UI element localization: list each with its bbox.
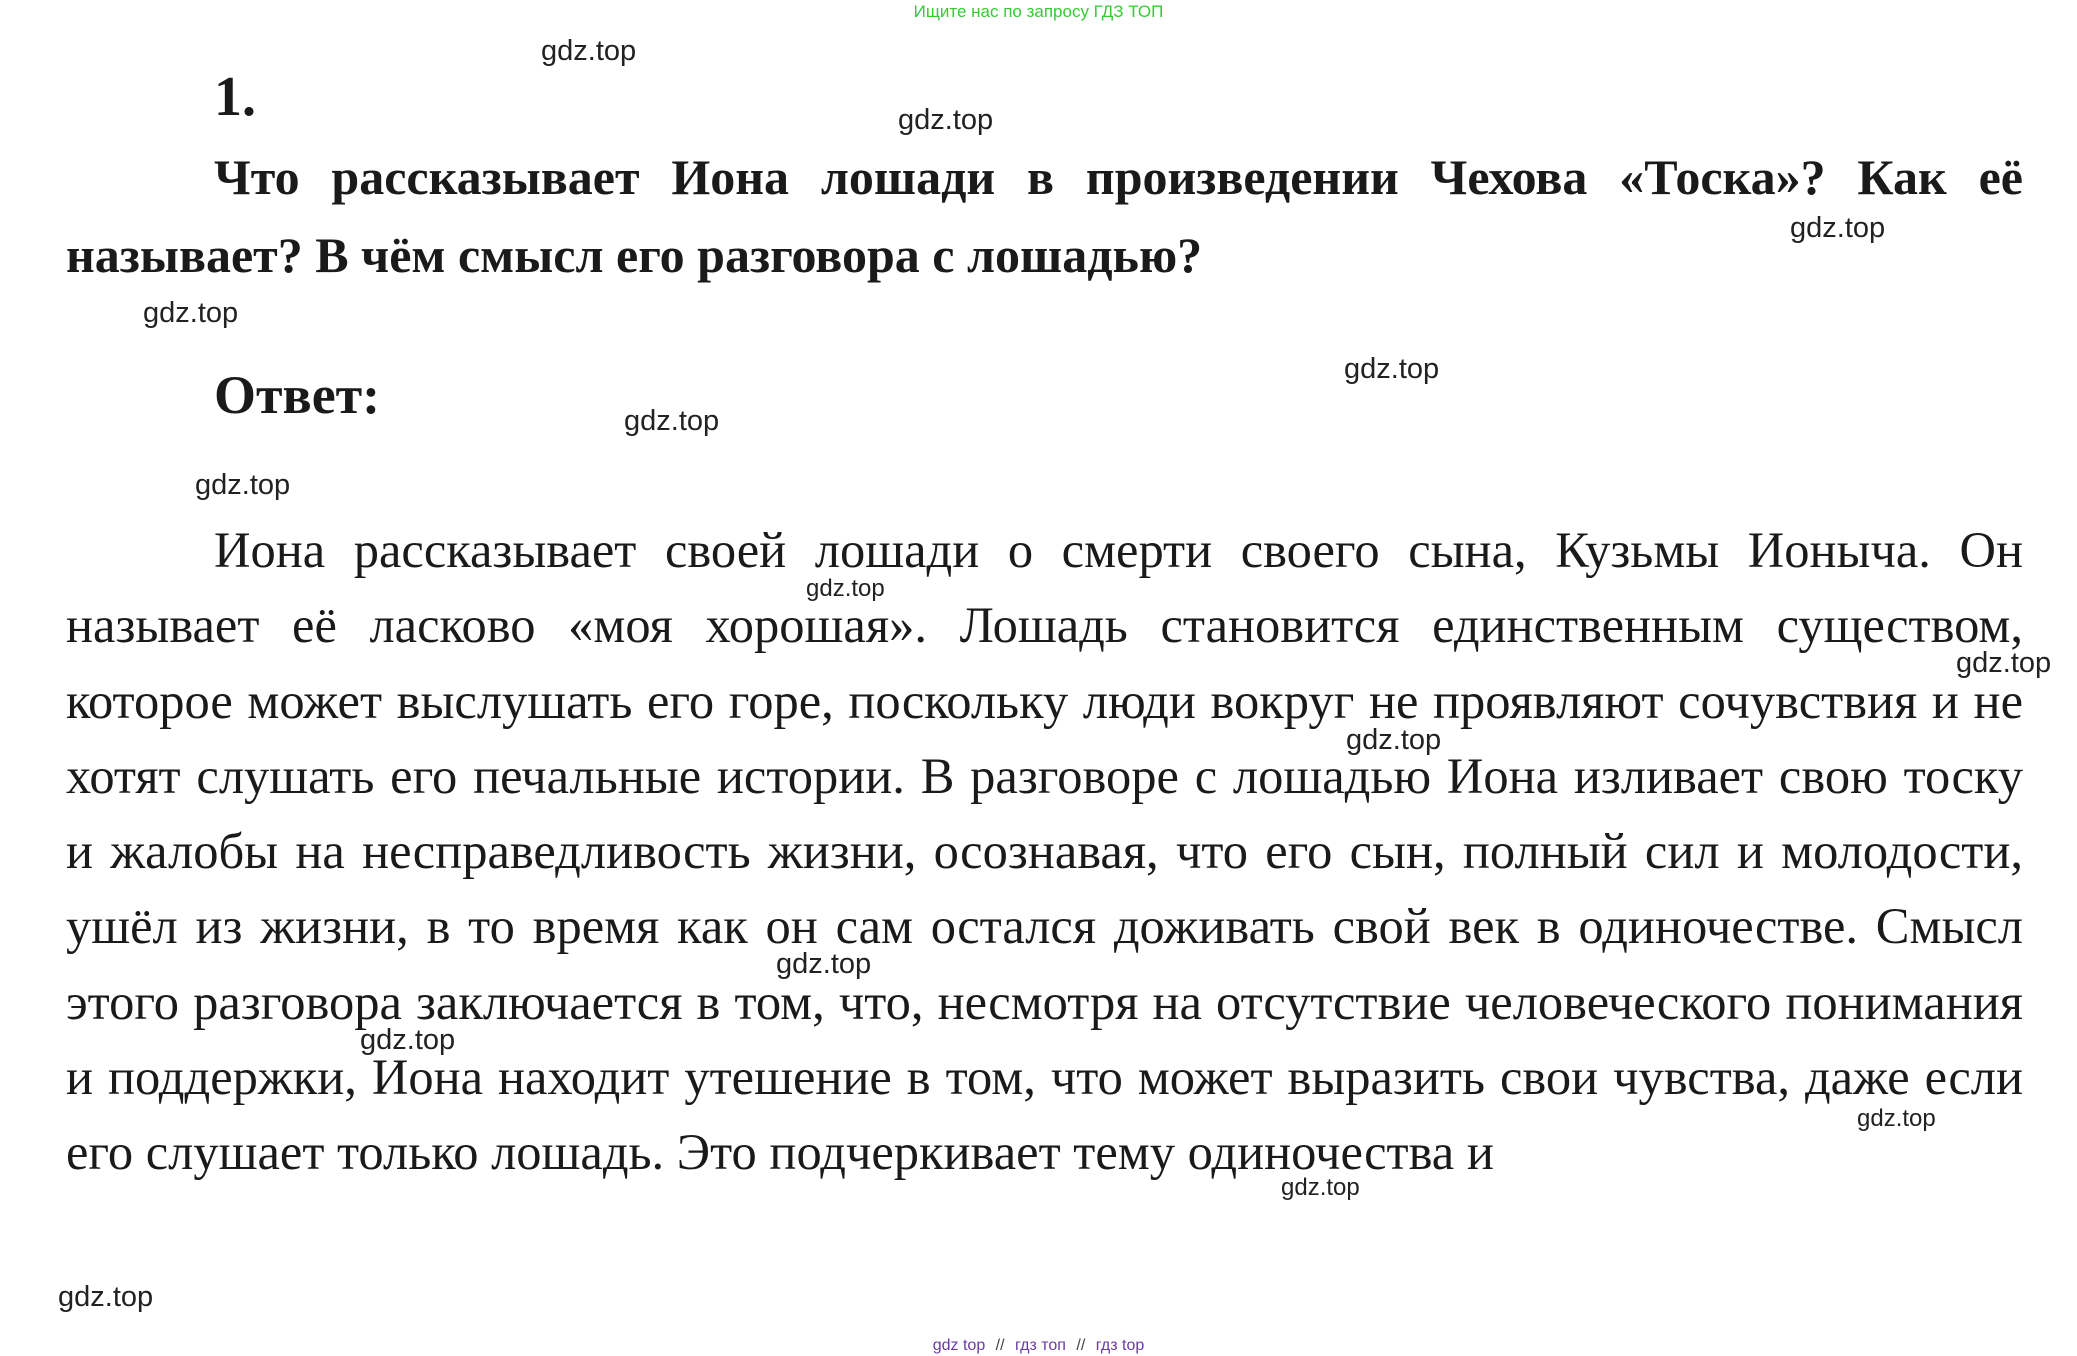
watermark: gdz.top xyxy=(1346,724,1442,756)
answer-text: Иона рассказывает своей лошади о смерти своего сына, Кузьмы Ионыча. Он называет её ласково «моя хорошая». Лошадь становится единственным существом, которое может выслушать его горе, поскольку люди вокруг не проявляют сочувствия и не хотят слушать его печальные истории. В разговоре с лошадью Иона изливает свою тоску и жалобы на несправедливость жизни, осознавая, что его сын, полный сил и молодости, ушёл из жизни, в то время как он сам остался доживать свой век в одиночестве. Смысл этого разговора заключается в том, что, несмотря на отсутствие человеческого понимания и поддержки, Иона находит утешение в том, что может выразить свои чувства, даже если его слушает только лошадь. Это подчеркивает тему одиночества и xyxy=(66,522,2023,1181)
footer-link[interactable]: гдз топ xyxy=(1015,1337,1066,1354)
footer-links xyxy=(0,1337,2077,1355)
answer-heading: Ответ: xyxy=(214,365,381,425)
watermark: gdz.top xyxy=(360,1024,456,1056)
watermark: gdz.top xyxy=(1956,647,2052,679)
watermark: gdz.top xyxy=(624,405,720,437)
watermark: gdz.top xyxy=(898,104,994,136)
footer-link[interactable]: gdz top xyxy=(932,1337,986,1354)
watermark: gdz.top xyxy=(806,575,885,602)
watermark: gdz.top xyxy=(1281,1174,1360,1201)
footer-separator: // xyxy=(1076,1337,1086,1354)
footer-separator: // xyxy=(995,1337,1005,1354)
watermark: gdz.top xyxy=(541,35,637,67)
footer-link[interactable]: гдз top xyxy=(1095,1337,1145,1354)
watermark: gdz.top xyxy=(1857,1105,1936,1132)
watermark: gdz.top xyxy=(58,1281,154,1313)
watermark: gdz.top xyxy=(776,948,872,980)
watermark: gdz.top xyxy=(1344,353,1440,385)
watermark: gdz.top xyxy=(1790,212,1886,244)
watermark: gdz.top xyxy=(195,469,291,501)
watermark: gdz.top xyxy=(143,297,239,329)
task-number: 1. xyxy=(214,66,256,128)
top-banner: Ищите нас по запросу ГДЗ ТОП xyxy=(913,2,1164,21)
question-text: Что рассказывает Иона лошади в произведении Чехова «Тоска»? Как её называет? В чём смысл его разговора с лошадью? xyxy=(66,149,2023,283)
